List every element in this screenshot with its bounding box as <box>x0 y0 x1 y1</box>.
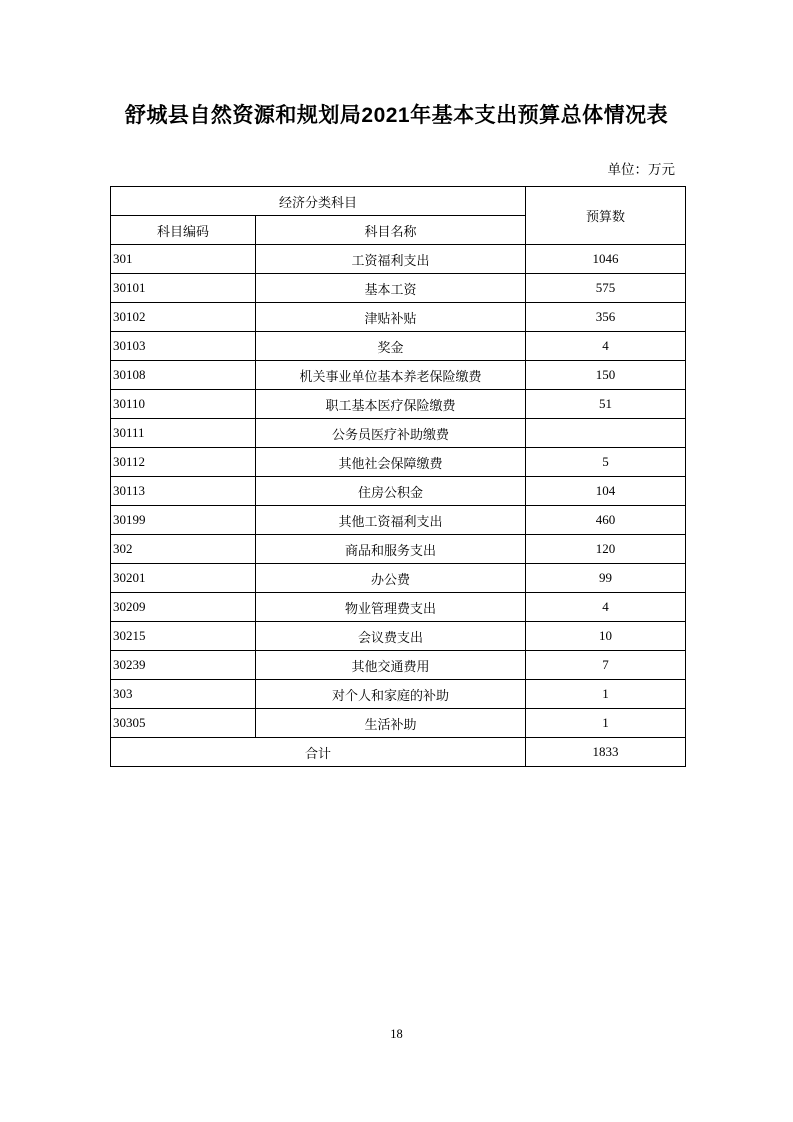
table-row <box>111 390 686 419</box>
cell-budget-amount: 4 <box>526 593 686 622</box>
cell-subject-code: 30110 <box>111 390 256 419</box>
cell-budget-amount: 4 <box>526 332 686 361</box>
page-title: 舒城县自然资源和规划局2021年基本支出预算总体情况表 <box>124 104 669 127</box>
table-body <box>111 245 686 738</box>
cell-subject-code: 30209 <box>111 593 256 622</box>
cell-subject-name: 商品和服务支出 <box>256 535 526 564</box>
cell-subject-name: 生活补助 <box>256 709 526 738</box>
table-row <box>111 419 686 448</box>
table-row <box>111 593 686 622</box>
table-row <box>111 680 686 709</box>
table-row <box>111 448 686 477</box>
cell-subject-name: 公务员医疗补助缴费 <box>256 419 526 448</box>
cell-subject-name: 其他交通费用 <box>256 651 526 680</box>
table-footer <box>111 738 686 767</box>
cell-subject-name: 对个人和家庭的补助 <box>256 680 526 709</box>
cell-subject-code: 30103 <box>111 332 256 361</box>
cell-budget-amount: 120 <box>526 535 686 564</box>
cell-subject-code: 30108 <box>111 361 256 390</box>
cell-subject-code: 301 <box>111 245 256 274</box>
table-row <box>111 245 686 274</box>
cell-subject-code: 30239 <box>111 651 256 680</box>
cell-budget-amount: 1046 <box>526 245 686 274</box>
cell-subject-code: 30113 <box>111 477 256 506</box>
cell-budget-amount <box>526 419 686 448</box>
cell-budget-amount: 99 <box>526 564 686 593</box>
cell-subject-code: 30112 <box>111 448 256 477</box>
unit-note: 单位：万元 <box>607 162 675 177</box>
cell-subject-code: 302 <box>111 535 256 564</box>
cell-subject-code: 30102 <box>111 303 256 332</box>
cell-subject-name: 津贴补贴 <box>256 303 526 332</box>
cell-subject-name: 办公费 <box>256 564 526 593</box>
table-header-group-row <box>111 187 686 216</box>
cell-subject-name: 其他社会保障缴费 <box>256 448 526 477</box>
cell-subject-name: 奖金 <box>256 332 526 361</box>
table-row <box>111 303 686 332</box>
cell-subject-code: 30199 <box>111 506 256 535</box>
table-row <box>111 709 686 738</box>
table-row <box>111 622 686 651</box>
cell-budget-amount: 104 <box>526 477 686 506</box>
header-subject-name: 科目名称 <box>256 216 526 245</box>
table-row <box>111 361 686 390</box>
cell-subject-code: 30111 <box>111 419 256 448</box>
table-total-row <box>111 738 686 767</box>
table-row <box>111 274 686 303</box>
cell-budget-amount: 460 <box>526 506 686 535</box>
cell-budget-amount: 1 <box>526 680 686 709</box>
cell-budget-amount: 150 <box>526 361 686 390</box>
table-row <box>111 332 686 361</box>
cell-subject-code: 30215 <box>111 622 256 651</box>
cell-subject-name: 工资福利支出 <box>256 245 526 274</box>
total-label: 合计 <box>111 738 526 767</box>
header-subject-code: 科目编码 <box>111 216 256 245</box>
cell-subject-code: 30201 <box>111 564 256 593</box>
page-number: 18 <box>390 1027 403 1041</box>
cell-subject-name: 基本工资 <box>256 274 526 303</box>
cell-budget-amount: 7 <box>526 651 686 680</box>
cell-subject-name: 其他工资福利支出 <box>256 506 526 535</box>
cell-budget-amount: 1 <box>526 709 686 738</box>
table-header <box>111 187 686 245</box>
cell-subject-name: 职工基本医疗保险缴费 <box>256 390 526 419</box>
cell-subject-name: 会议费支出 <box>256 622 526 651</box>
cell-budget-amount: 10 <box>526 622 686 651</box>
cell-budget-amount: 356 <box>526 303 686 332</box>
cell-subject-code: 30101 <box>111 274 256 303</box>
cell-subject-name: 物业管理费支出 <box>256 593 526 622</box>
table-row <box>111 651 686 680</box>
cell-budget-amount: 51 <box>526 390 686 419</box>
cell-budget-amount: 575 <box>526 274 686 303</box>
cell-subject-code: 30305 <box>111 709 256 738</box>
header-economic-category-group: 经济分类科目 <box>111 187 526 216</box>
cell-subject-name: 住房公积金 <box>256 477 526 506</box>
table-row <box>111 506 686 535</box>
cell-subject-code: 303 <box>111 680 256 709</box>
cell-budget-amount: 5 <box>526 448 686 477</box>
table-row <box>111 477 686 506</box>
budget-table <box>110 186 686 767</box>
table-row <box>111 564 686 593</box>
cell-subject-name: 机关事业单位基本养老保险缴费 <box>256 361 526 390</box>
header-budget-amount: 预算数 <box>526 187 686 245</box>
total-amount: 1833 <box>526 738 686 767</box>
table-row <box>111 535 686 564</box>
